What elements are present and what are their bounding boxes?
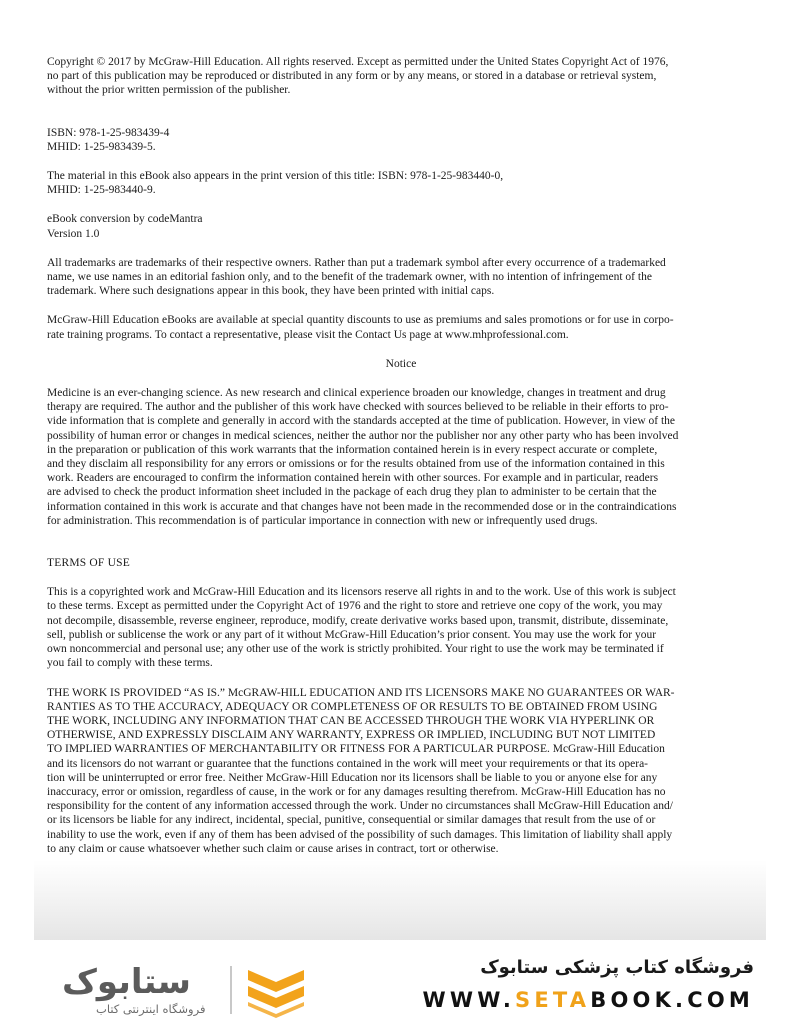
- book-chevron-icon: [244, 964, 308, 1018]
- url-suffix: BOOK.COM: [590, 988, 754, 1012]
- notice-line-1: Medicine is an ever-changing science. As new research and clinical experience broaden our knowledge, changes in treatment and drug: [47, 387, 666, 400]
- url-accent: SETA: [515, 988, 591, 1012]
- copyright-paragraph: [47, 55, 755, 98]
- setabook-banner: [0, 940, 800, 1023]
- trademarks-line-1: All trademarks are trademarks of their respective owners. Rather than put a trademark symbol after every occurrence of a trademarked: [47, 256, 666, 269]
- logo-divider: [230, 966, 232, 1014]
- setabook-logo: [62, 960, 322, 1020]
- terms-para2-line-3: THE WORK, INCLUDING ANY INFORMATION THAT CAN BE ACCESSED THROUGH THE WORK VIA HYPERLINK OR: [47, 714, 655, 727]
- terms-para1-line-4: sell, publish or sublicense the work or any part of it without McGraw-Hill Education’s prior consent. You may use the work for your: [47, 628, 657, 641]
- notice-line-6: and they disclaim all responsibility for any errors or omissions or for the results obtained from use of the information contained in this: [47, 458, 665, 471]
- logo-wordmark: ستابوک: [62, 962, 191, 1002]
- logo-subtitle: فروشگاه اینترنتی کتاب: [96, 1002, 206, 1016]
- notice-paragraph: [47, 386, 755, 528]
- version-line: Version 1.0: [47, 227, 100, 240]
- terms-paragraph-1: [47, 585, 755, 670]
- notice-line-7: work. Readers are encouraged to confirm the information contained herein with other sources. For example and in particular, readers: [47, 472, 659, 485]
- terms-paragraph-2: [47, 686, 755, 856]
- mhid-line: MHID: 1-25-983439-5.: [47, 140, 156, 153]
- print-version-block: [47, 169, 755, 197]
- notice-heading: Notice: [385, 357, 417, 370]
- isbn-block: [47, 126, 755, 154]
- terms-para2-line-11: inability to use the work, even if any of them has been advised of the possibility of such damages. This limitation of liability shall apply: [47, 828, 673, 841]
- terms-para2-line-4: OTHERWISE, AND EXPRESSLY DISCLAIM ANY WARRANTY, EXPRESS OR IMPLIED, INCLUDING BUT NOT LIMITED: [47, 729, 656, 742]
- terms-para2-line-9: responsibility for the content of any information accessed through the work. Under no circumstances shall McGraw-Hill Education and/: [47, 800, 673, 813]
- discounts-paragraph: [47, 313, 755, 341]
- terms-para2-line-12: to any claim or cause whatsoever whether such claim or cause arises in contract, tort or otherwise.: [47, 842, 499, 855]
- copyright-line-1: Copyright © 2017 by McGraw-Hill Education. All rights reserved. Except as permitted under the United States Copyright Act of 1976,: [47, 56, 669, 68]
- trademarks-line-3: trademark. Where such designations appear in this book, they have been printed with initial caps.: [47, 285, 495, 298]
- notice-line-2: therapy are required. The author and the publisher of this work have checked with sources believed to be reliable in their efforts to pro-: [47, 401, 669, 414]
- terms-para2-line-1: THE WORK IS PROVIDED “AS IS.” McGRAW-HILL EDUCATION AND ITS LICENSORS MAKE NO GUARANTEES OR WAR-: [47, 686, 675, 699]
- conversion-block: [47, 212, 755, 240]
- terms-para1-line-2: to these terms. Except as permitted under the Copyright Act of 1976 and the right to store and retrieve one copy of the work, you may: [47, 600, 663, 613]
- url-prefix: WWW.: [422, 988, 516, 1012]
- notice-line-9: information contained in this work is accurate and that changes have not been made in the recommended dose or in the contraindications: [47, 500, 677, 513]
- terms-para2-line-7: tion will be uninterrupted or error free. Neither McGraw-Hill Education nor its licensors shall be liable to you or anyone else for any: [47, 771, 658, 784]
- terms-para2-line-6: and its licensors do not warrant or guarantee that the functions contained in the work will meet your requirements or that its opera-: [47, 757, 649, 770]
- footer-edge-right: [766, 860, 800, 950]
- notice-line-5: in the preparation or publication of this work warrants that the information contained herein is in every respect accurate or complete,: [47, 443, 658, 456]
- terms-para2-line-8: inaccuracy, error or omission, regardless of cause, in the work or for any damages resulting therefrom. McGraw-Hill Education has no: [47, 785, 666, 798]
- terms-para1-line-5: own noncommercial and personal use; any other use of the work is strictly prohibited. Your right to use the work may be terminated if: [47, 643, 664, 656]
- terms-para2-line-10: or its licensors be liable for any indirect, incidental, special, punitive, consequential or similar damages that result from the use of or: [47, 814, 656, 827]
- notice-line-10: for administration. This recommendation is of particular importance in connection with new or infrequently used drugs.: [47, 514, 598, 527]
- notice-line-8: are advised to check the product information sheet included in the package of each drug they plan to administer to be certain that the: [47, 486, 657, 499]
- discounts-line-1: McGraw-Hill Education eBooks are available at special quantity discounts to use as premiums and sales promotions or for use in corpo-: [47, 314, 674, 327]
- notice-line-3: vide information that is complete and generally in accord with the standards accepted at the time of publication. However, in view of the: [47, 415, 675, 428]
- print-version-line-2: MHID: 1-25-983440-9.: [47, 184, 156, 197]
- trademarks-paragraph: [47, 256, 755, 299]
- copyright-line-2: no part of this publication may be reproduced or distributed in any form or by any means, or stored in a database or retrieval system,: [47, 70, 657, 83]
- discounts-line-2: rate training programs. To contact a representative, please visit the Contact Us page at www.mhprofessional.com.: [47, 328, 569, 341]
- terms-para1-line-6: you fail to comply with these terms.: [47, 657, 213, 670]
- isbn-line: ISBN: 978-1-25-983439-4: [47, 126, 170, 139]
- footer-edge-left: [0, 860, 34, 950]
- conversion-line: eBook conversion by codeMantra: [47, 213, 203, 226]
- terms-heading: TERMS OF USE: [47, 557, 130, 570]
- terms-para2-line-2: RANTIES AS TO THE ACCURACY, ADEQUACY OR COMPLETENESS OF OR RESULTS TO BE OBTAINED FROM USING: [47, 700, 658, 713]
- copyright-page: [47, 55, 755, 856]
- terms-para1-line-3: not decompile, disassemble, reverse engineer, reproduce, modify, create derivative works based upon, transmit, distribute, disseminate,: [47, 614, 669, 627]
- terms-para2-line-5: TO IMPLIED WARRANTIES OF MERCHANTABILITY OR FITNESS FOR A PARTICULAR PURPOSE. McGraw-Hill Education: [47, 743, 665, 756]
- footer-gradient: [0, 860, 800, 950]
- terms-para1-line-1: This is a copyrighted work and McGraw-Hill Education and its licensors reserve all rights in and to the work. Use of this work is subject: [47, 586, 676, 599]
- shop-title: فروشگاه کتاب پزشکی ستابوک: [480, 957, 754, 978]
- copyright-line-3: without the prior written permission of the publisher.: [47, 84, 291, 97]
- shop-url[interactable]: [422, 988, 754, 1012]
- print-version-line-1: The material in this eBook also appears in the print version of this title: ISBN: 978-1-25-983440-0,: [47, 170, 504, 183]
- trademarks-line-2: name, we use names in an editorial fashion only, and to the benefit of the trademark owner, with no intention of infringement of the: [47, 271, 652, 284]
- notice-line-4: possibility of human error or changes in medical sciences, neither the author nor the publisher nor any other party who has been involved: [47, 429, 679, 442]
